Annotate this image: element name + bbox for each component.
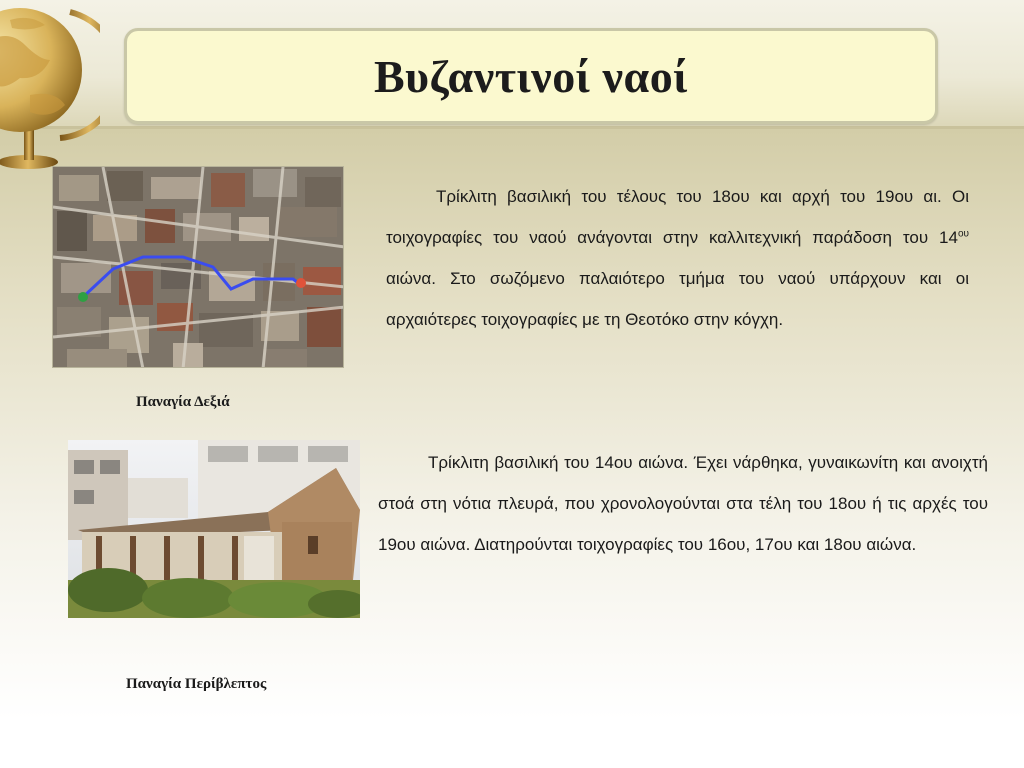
title-box	[124, 28, 938, 124]
start-marker-icon	[78, 292, 88, 302]
church-photo	[68, 440, 360, 618]
end-marker-icon	[296, 278, 306, 288]
description-panagia-perivleptos: Τρίκλιτη βασιλική του 14ου αιώνα. Έχει νάρθηκα, γυναικωνίτη και ανοιχτή στοά στη νότια πλευρά, που χρονολογούνται στα τέλη του 18ου ή τις αρχές του 19ου αιώνα. Διατηρούνται τοιχογραφίες του 16ου, 17ου και 18ου αιώνα.	[378, 453, 988, 554]
description-panagia-dexia	[386, 176, 969, 340]
globe-icon	[0, 0, 100, 170]
map-image	[53, 167, 344, 368]
caption-panagia-dexia: Παναγία Δεξιά	[136, 394, 230, 410]
description-superscript: ου	[957, 228, 969, 240]
header-divider	[0, 126, 1024, 129]
slide-title: Βυζαντινοί ναοί	[374, 50, 688, 102]
caption-panagia-perivleptos: Παναγία Περίβλεπτος	[126, 676, 267, 692]
aerial-map-photo	[52, 166, 344, 368]
description-text-part2: αιώνα. Στο σωζόμενο παλαιότερο τμήμα του ναού υπάρχουν και οι αρχαιότερες τοιχογραφίες με τη Θεοτόκο στην κόγχη.	[386, 269, 969, 329]
church-image	[68, 440, 360, 618]
description-text-part1: Τρίκλιτη βασιλική του τέλους του 18ου και αρχή του 19ου αι. Οι τοιχογραφίες του ναού ανάγονται στην καλλιτεχνική παράδοση του 14	[386, 187, 969, 247]
